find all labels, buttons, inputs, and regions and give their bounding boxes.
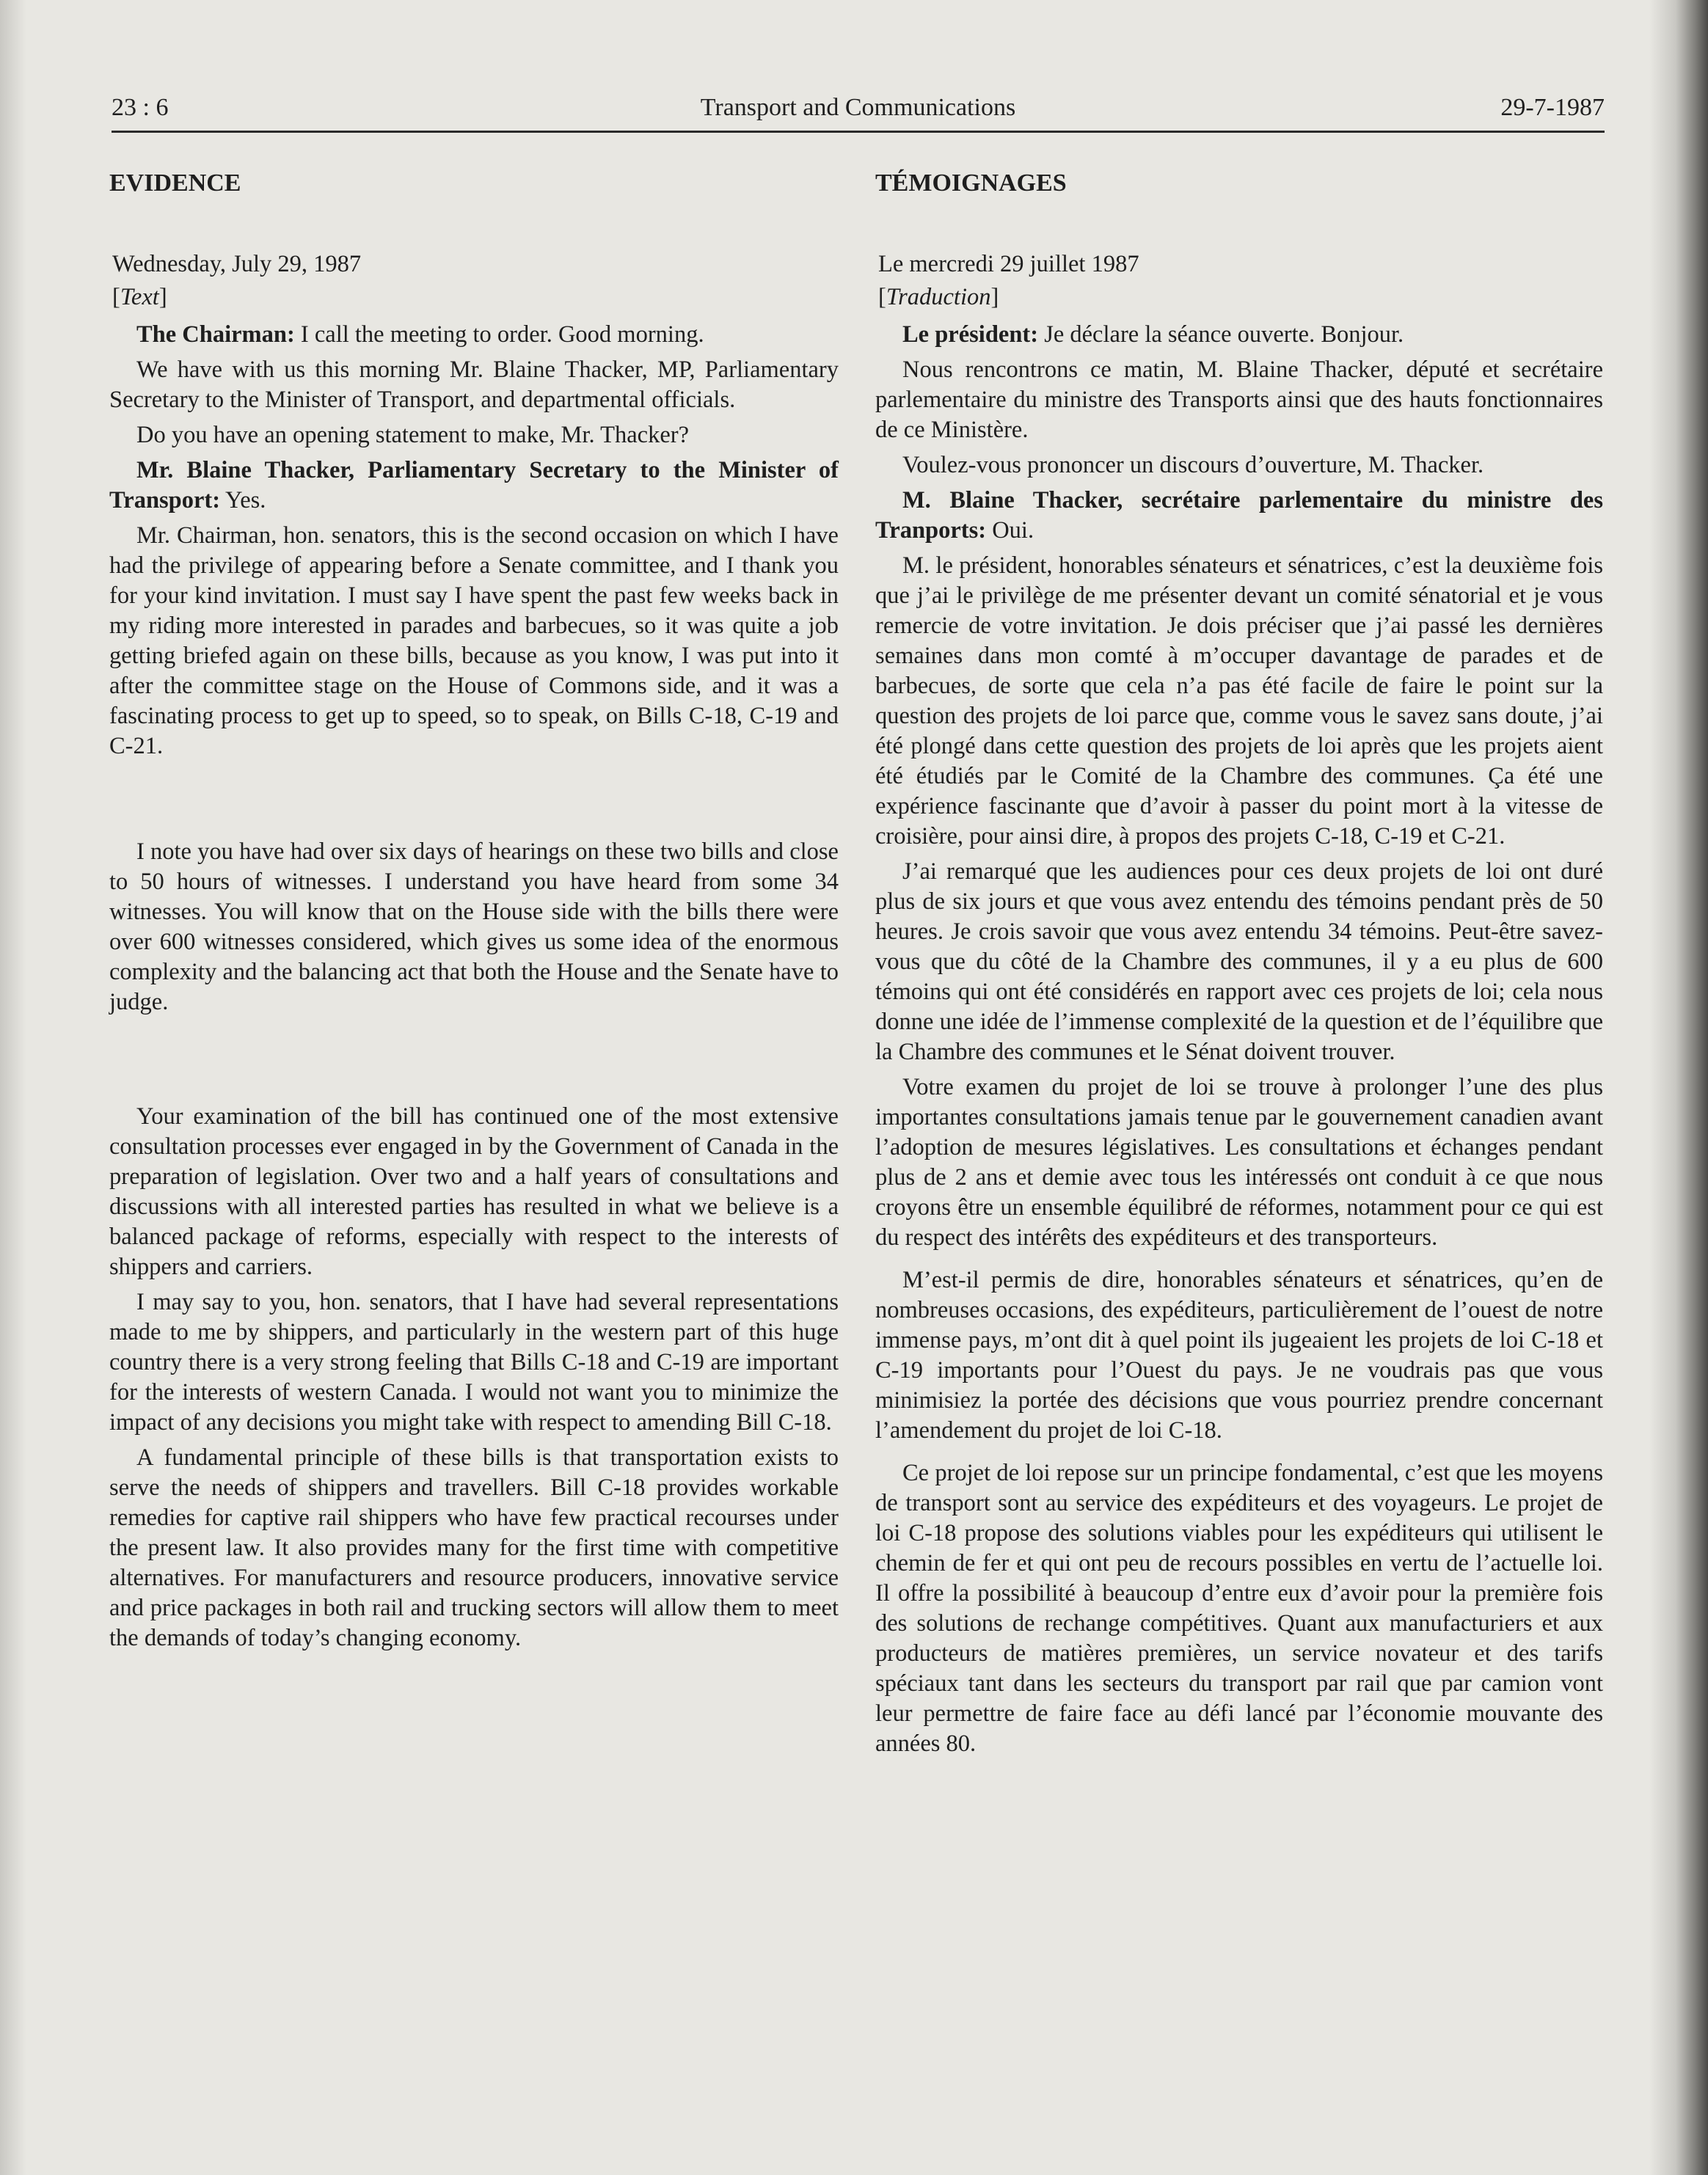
publication-title: Transport and Communications [700,94,1016,121]
paragraph [109,1102,839,1282]
spacer [875,1258,1603,1265]
paragraph-text: We have with us this morning Mr. Blaine Thacker, MP, Parliamentary Secretary to the Minister of Transport, and departmental officials. [109,357,839,413]
paragraph [875,450,1603,480]
paragraph [109,837,839,1017]
section-heading-english: EVIDENCE [109,169,241,197]
speaker-name: The Chairman: [136,321,295,348]
paragraph [875,857,1603,1067]
running-head [112,94,1605,133]
paragraph [875,1458,1603,1759]
paragraph [875,1265,1603,1446]
paragraph-text: Ce projet de loi repose sur un principe fondamental, c’est que les moyens de transport sont au service des expéditeurs et des voyageurs. Le projet de loi C-18 propose des solutions viables pour les expéditeurs qui utilisent le chemin de fer et qui ont peu de recours possibles en vertu de l’actuelle loi. Il offre la possibilité à beaucoup d’entre eux d’avoir pour la première fois des solutions de rechange compétitives. Quant aux manufacturiers et aux producteurs de matières premières, un service novateur et des tarifs spéciaux tant dans les secteurs du transport par rail que par camion vont leur permettre de faire face au défi lancé par l’économie mouvante des années 80. [875,1460,1603,1757]
paragraph [109,320,839,350]
english-column [109,167,839,1659]
spacer [875,1451,1603,1458]
speaker-name: Le président: [902,321,1039,348]
page-edge-shadow-right [1649,0,1708,2175]
paragraph [875,355,1603,445]
paragraph-text: Voulez-vous prononcer un discours d’ouverture, M. Thacker. [902,452,1484,478]
spacer [109,767,839,837]
page-number: 23 : 6 [112,94,169,121]
paragraph [109,456,839,516]
paragraph-text: M. le président, honorables sénateurs et sénatrices, c’est la deuxième fois que j’ai le privilège de me présenter devant un comité sénatorial et je vous remercie de votre invitation. Je dois préciser que j’ai passé les dernières semaines dans mon comté à m’occuper davantage de parades et de barbecues, de sorte que cela n’a pas été facile de faire le point sur la question des projets de loi parce que, comme vous le savez sans doute, j’ai été plongé dans cette question des projets de loi après que les projets aient été étudiés par le Comité de la Chambre des communes. Ça été une expérience fascinante que d’avoir à passer du point mort à la vitesse de croisière, pour ainsi dire, à propos des projets C-18, C-19 et C-21. [875,552,1603,849]
paragraph [109,1287,839,1438]
sitting-date-french: Le mercredi 29 juillet 1987 [878,251,1139,277]
paragraph-text: Yes. [220,487,266,513]
paragraph [875,320,1603,350]
paragraph-text: Mr. Chairman, hon. senators, this is the second occasion on which I have had the privilege of appearing before a Senate committee, and I thank you for your kind invitation. I must say I have spent the past few weeks back in my riding more interested in parades and barbecues, so it was quite a job getting briefed again on these bills, because as you know, I was put into it after the committee stage on the House of Commons side, and it was a fascinating process to get up to speed, so to speak, on Bills C-18, C-19 and C-21. [109,522,839,759]
paragraph-text: I note you have had over six days of hearings on these two bills and close to 50 hours of witnesses. I understand you have heard from some 34 witnesses. You will know that on the House side with the bills there were over 600 witnesses considered, which gives us some idea of the enormous complexity and the balancing act that both the House and the Senate have to judge. [109,838,839,1015]
spacer [109,1023,839,1102]
paragraph [109,355,839,415]
paragraph-text: Votre examen du projet de loi se trouve à prolonger l’une des plus importantes consultations jamais tenue par le gouvernement canadien avant l’adoption de mesures législatives. Les consultations et échanges pendant plus de 2 ans et demie avec tous les intéressés ont conduit à ce que nous croyons être un ensemble équilibré de réformes, notamment pour ce qui est du respect des intérêts des expéditeurs et des transporteurs. [875,1074,1603,1251]
french-column [875,167,1603,1764]
text-tag-french: [Traduction] [878,284,999,310]
paragraph [875,551,1603,852]
paragraph-text: I call the meeting to order. Good morning. [294,321,704,348]
paragraph-text: I may say to you, hon. senators, that I have had several representations made to me by shippers, and particularly in the western part of this huge country there is a very strong feeling that Bills C-18 and C-19 are important for the interests of western Canada. I would not want you to minimize the impact of any decisions you might take with respect to amending Bill C-18. [109,1289,839,1436]
section-heading-french: TÉMOIGNAGES [875,169,1067,197]
paragraph [875,1072,1603,1253]
paragraph-text: Nous rencontrons ce matin, M. Blaine Thacker, député et secrétaire parlementaire du ministre des Transports ainsi que des hauts fonctionnaires de ce Ministère. [875,357,1603,443]
speaker-name: M. Blaine Thacker, secrétaire parlementaire du ministre des Tranports: [875,487,1603,544]
sitting-date-english: Wednesday, July 29, 1987 [112,251,362,277]
paragraph-text: A fundamental principle of these bills is that transportation exists to serve the needs of shippers and travellers. Bill C-18 provides workable remedies for captive rail shippers who have few practical recourses under the present law. It also provides many for the first time with competitive alternatives. For manufacturers and resource producers, innovative service and price packages in both rail and trucking sectors will allow them to meet the demands of today’s changing economy. [109,1444,839,1651]
paragraph-text: M’est-il permis de dire, honorables sénateurs et sénatrices, qu’en de nombreuses occasions, des expéditeurs, particulièrement de l’ouest de notre immense pays, m’ont dit à quel point ils jugeaient les projets de loi C-18 et C-19 importants pour l’Ouest du pays. Je ne voudrais pas que vous minimisiez la portée des décisions que vous pourriez prendre concernant l’amendement du projet de loi C-18. [875,1267,1603,1444]
paragraph-text: J’ai remarqué que les audiences pour ces deux projets de loi ont duré plus de six jours et que vous avez entendu des témoins pendant près de 50 heures. Je crois savoir que vous avez entendu 34 témoins. Peut-être savez-vous que du côté de la Chambre des communes, il y a eu plus de 600 témoins qui ont été considérés en rapport avec ces projets de loi; cela nous donne une idée de l’immense complexité de la question et de l’équilibre que la Chambre des communes et le Sénat doivent trouver. [875,858,1603,1065]
page-edge-shadow-left [0,0,26,2175]
issue-date: 29-7-1987 [1500,94,1605,121]
speaker-name: Mr. Blaine Thacker, Parliamentary Secretary to the Minister of Transport: [109,457,839,513]
paragraph [875,486,1603,546]
text-tag-english: [Text] [112,284,167,310]
paragraph [109,420,839,450]
text-tag-label: Text [120,284,159,310]
paragraph [109,1443,839,1653]
paragraph [109,521,839,761]
paragraph-text: Your examination of the bill has continued one of the most extensive consultation processes ever engaged in by the Government of Canada in the preparation of legislation. Over two and a half years of consultations and discussions with all interested parties has resulted in what we believe is a balanced package of reforms, especially with respect to the interests of shippers and carriers. [109,1103,839,1280]
paragraph-text: Je déclare la séance ouverte. Bonjour. [1038,321,1404,348]
paragraph-text: Do you have an opening statement to make, Mr. Thacker? [136,422,689,448]
paragraph-text: Oui. [986,517,1034,544]
text-tag-label: Traduction [886,284,991,310]
